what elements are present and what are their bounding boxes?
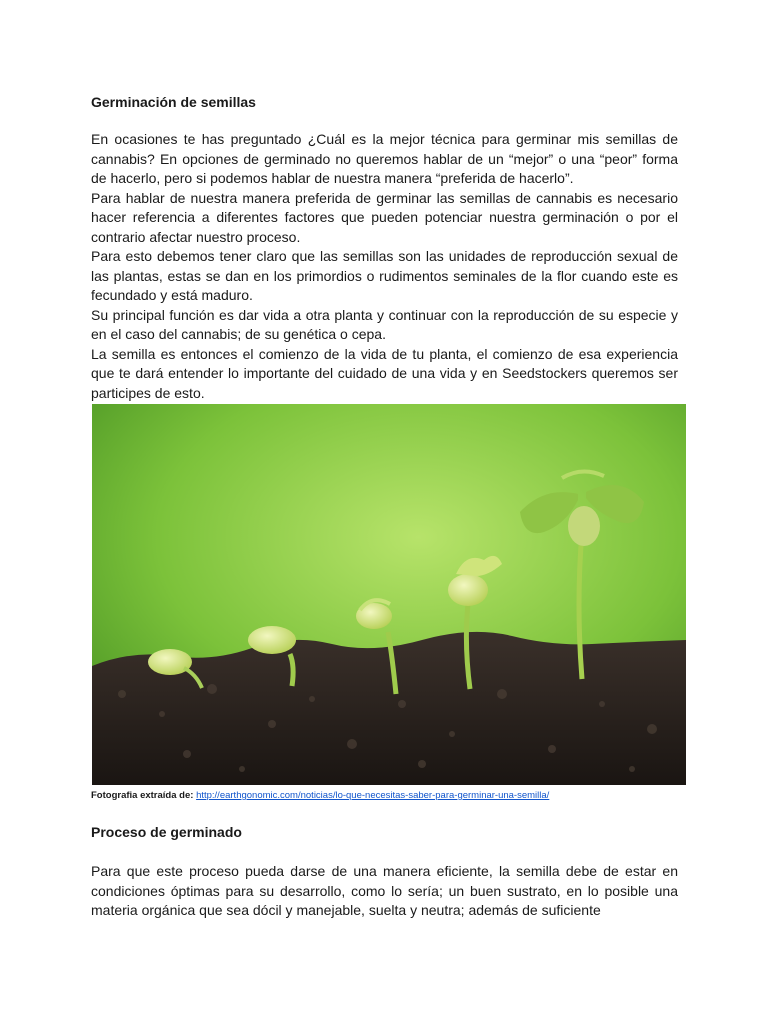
paragraph: Para esto debemos tener claro que las semillas son las unidades de reproducción sexual de las plantas, estas se dan en los primordios o rudimentos seminales de la flor cuando este es fecundado y está maduro. [91,248,678,303]
paragraph: Su principal función es dar vida a otra planta y continuar con la reproducción de su especie y en el caso del cannabis; de su genética o cepa. [91,306,678,342]
intro-text [91,130,678,403]
paragraph: Para hablar de nuestra manera preferida de germinar las semillas de cannabis es necesario hacer referencia a diferentes factores que pueden potenciar nuestra germinación o por el contrario afectar nuestro proceso. [91,189,678,245]
paragraph: En ocasiones te has preguntado ¿Cuál es la mejor técnica para germinar mis semillas de cannabis? En opciones de germinado no queremos hablar de un “mejor” o una “peor” forma de hacerlo, pero si podemos hablar de nuestra manera “preferida de hacerlo”. [91,131,678,186]
section-title-proceso: Proceso de germinado [91,824,242,840]
source-link[interactable]: http://earthgonomic.com/noticias/lo-que-necesitas-saber-para-germinar-una-semilla/ [196,790,550,801]
process-paragraph: Para que este proceso pueda darse de una manera eficiente, la semilla debe de estar en condiciones óptimas para su desarrollo, como lo sería; un buen sustrato, en lo posible una materia orgánica que sea dócil y manejable, suelta y neutra; además de suficiente [91,863,678,918]
seedling-growth-photo [92,404,686,785]
photo-caption [91,790,549,802]
paragraph: La semilla es entonces el comienzo de la vida de tu planta, el comienzo de esa experiencia que te dará entender lo importante del cuidado de una vida y en Seedstockers queremos ser participes de esto. [91,345,678,401]
seedling-illustration [92,404,686,785]
caption-label: Fotografia extraída de: [91,790,194,801]
section-title-germinacion: Germinación de semillas [91,94,256,110]
